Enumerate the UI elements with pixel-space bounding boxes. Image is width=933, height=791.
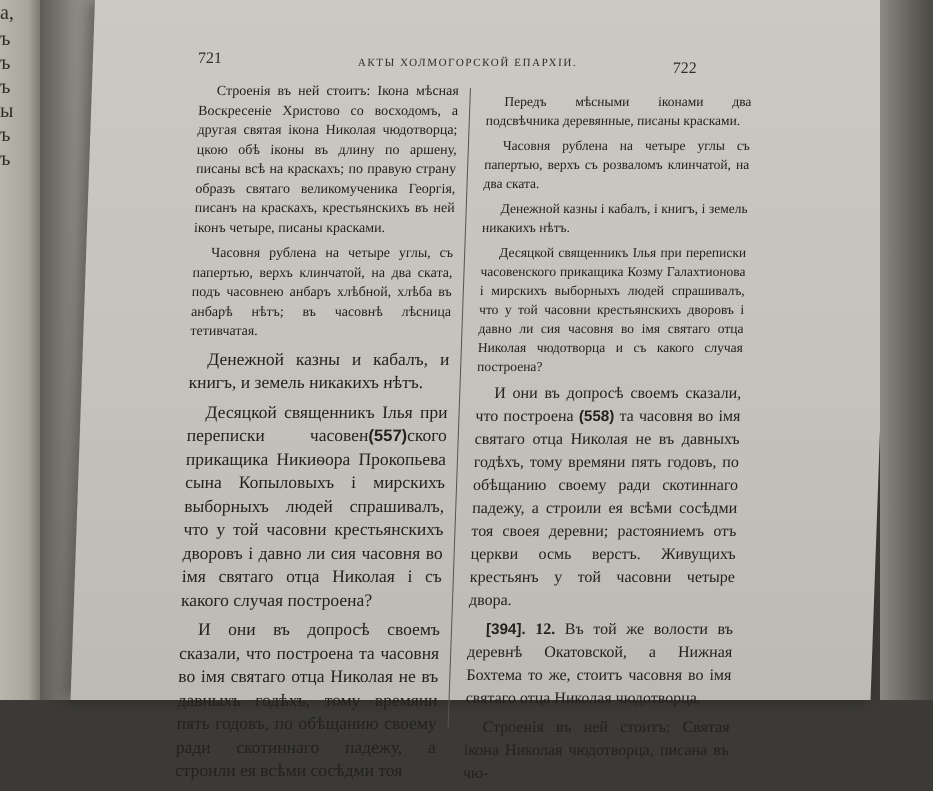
left-page-fragment: ъ xyxy=(0,124,11,146)
paragraph xyxy=(469,382,742,612)
paragraph-text: та часовня во імя святаго отца Николая не въ давныхъ годѣхъ, тому времяни пять годовъ, по обѣщанию своему ради скотиннаго падежу, а строили ея всѣми сосѣдми тоя своея деревни; растояниемъ отъ церкви осмь верстъ. Живущихъ крестьянъ у той часовни четыре двора. xyxy=(468,408,741,609)
paragraph: Денежной казны і кабалъ, і книгъ, і земель никакихъ нѣтъ. xyxy=(481,201,748,235)
right-column xyxy=(462,92,751,791)
page-number-left: 721 xyxy=(197,50,223,67)
left-page-fragment: ъ xyxy=(0,28,11,50)
paragraph: Строенія въ ней стоитъ: Святая ікона Николая чюдотворца, писана въ чю- xyxy=(462,719,730,782)
page-marker: (558) xyxy=(578,408,615,425)
paragraph-text: И они въ допросѣ своемъ сказали, что построена xyxy=(475,385,742,425)
paragraph: Часовня рублена на четыре углы, съ папертью, верхъ клинчатой, на два ската, подъ часовнею анбаръ хлѣбной, хлѣба въ анбарѣ нѣтъ; въ часовнѣ лѣсница тетивчатая. xyxy=(190,246,454,339)
paragraph: Строенія въ ней стоитъ: Ікона мѣсная Воскресеніе Христово со восходомъ, а другая святая ікона Николая чюдотворца; цкою обѣ іконы въ длину по аршену, писаны всѣ на краскахъ; по правую страну образъ святаго великомученика Георгія, писанъ на краскахъ, крестьянскихъ въ ней іконъ четыре, писаны красками. xyxy=(193,84,460,236)
paragraph-text: ского прикащика Никиѳора Прокопьева сына Копыловыхъ і мирскихъ выборныхъ людей спрашивалъ, что у той часовни крестьянскихъ дворовъ і давно ли сия часовня во імя святаго отца Николая і съ какого случая построена? xyxy=(180,425,448,610)
paragraph: И они въ допросѣ своемъ сказали, что построена та часовня во імя святаго отца Николая не въ давныхъ годѣхъ, тому времяни пять годовъ, по обѣщанию своему ради скотиннаго падежу, а строили ея всѣми сосѣдми тоя xyxy=(174,619,441,780)
paragraph xyxy=(465,618,733,710)
left-page-fragment: ъ xyxy=(0,52,11,74)
paragraph: Часовня рублена на четыре углы съ папертью, верхъ съ розваломъ клинчатой, на два ската. xyxy=(483,138,751,191)
paragraph xyxy=(181,401,448,613)
running-head: АКТЫ ХОЛМОГОРСКОЙ ЕПАРХІИ. xyxy=(357,57,578,69)
paragraph: Десяцкой священникъ Ілья при переписки часовенского прикащика Козму Галахтионова і мирскихъ выборныхъ людей спрашивалъ, что у той часовни крестьянскихъ дворовъ і давно ли сия часовня во імя святаго отца Николая чюдотворца и съ какого случая построена? xyxy=(476,245,747,374)
paragraph: Денежной казны и кабалъ, и книгъ, и земель никакихъ нѣтъ. xyxy=(188,348,450,392)
page-number-right: 722 xyxy=(672,60,697,77)
left-page-fragment: ъ xyxy=(0,76,11,98)
page-marker: (557) xyxy=(368,426,408,445)
left-page-fragment: ъ xyxy=(0,148,11,170)
paragraph-text: Десяцкой священникъ Ілья при переписки часовен xyxy=(186,401,448,445)
left-column xyxy=(174,82,459,789)
paragraph-text: Въ той же волости въ деревнѣ Окатовской, а Нижная Бохтема то же, стоитъ часовня во імя святаго отца Николая чюдотворца. xyxy=(465,621,734,707)
paragraph: Передъ мѣсными іконами два подсвѣчника деревянные, писаны красками. xyxy=(485,94,752,128)
book-page xyxy=(71,0,895,782)
document-reference: [394]. xyxy=(485,621,527,638)
left-page-fragment: ы xyxy=(0,100,14,122)
document-number: 12. xyxy=(534,621,556,638)
page-header xyxy=(92,0,895,80)
left-page-edge xyxy=(0,0,40,700)
background-shadow xyxy=(880,0,933,700)
left-page-fragment: а, xyxy=(0,2,14,24)
